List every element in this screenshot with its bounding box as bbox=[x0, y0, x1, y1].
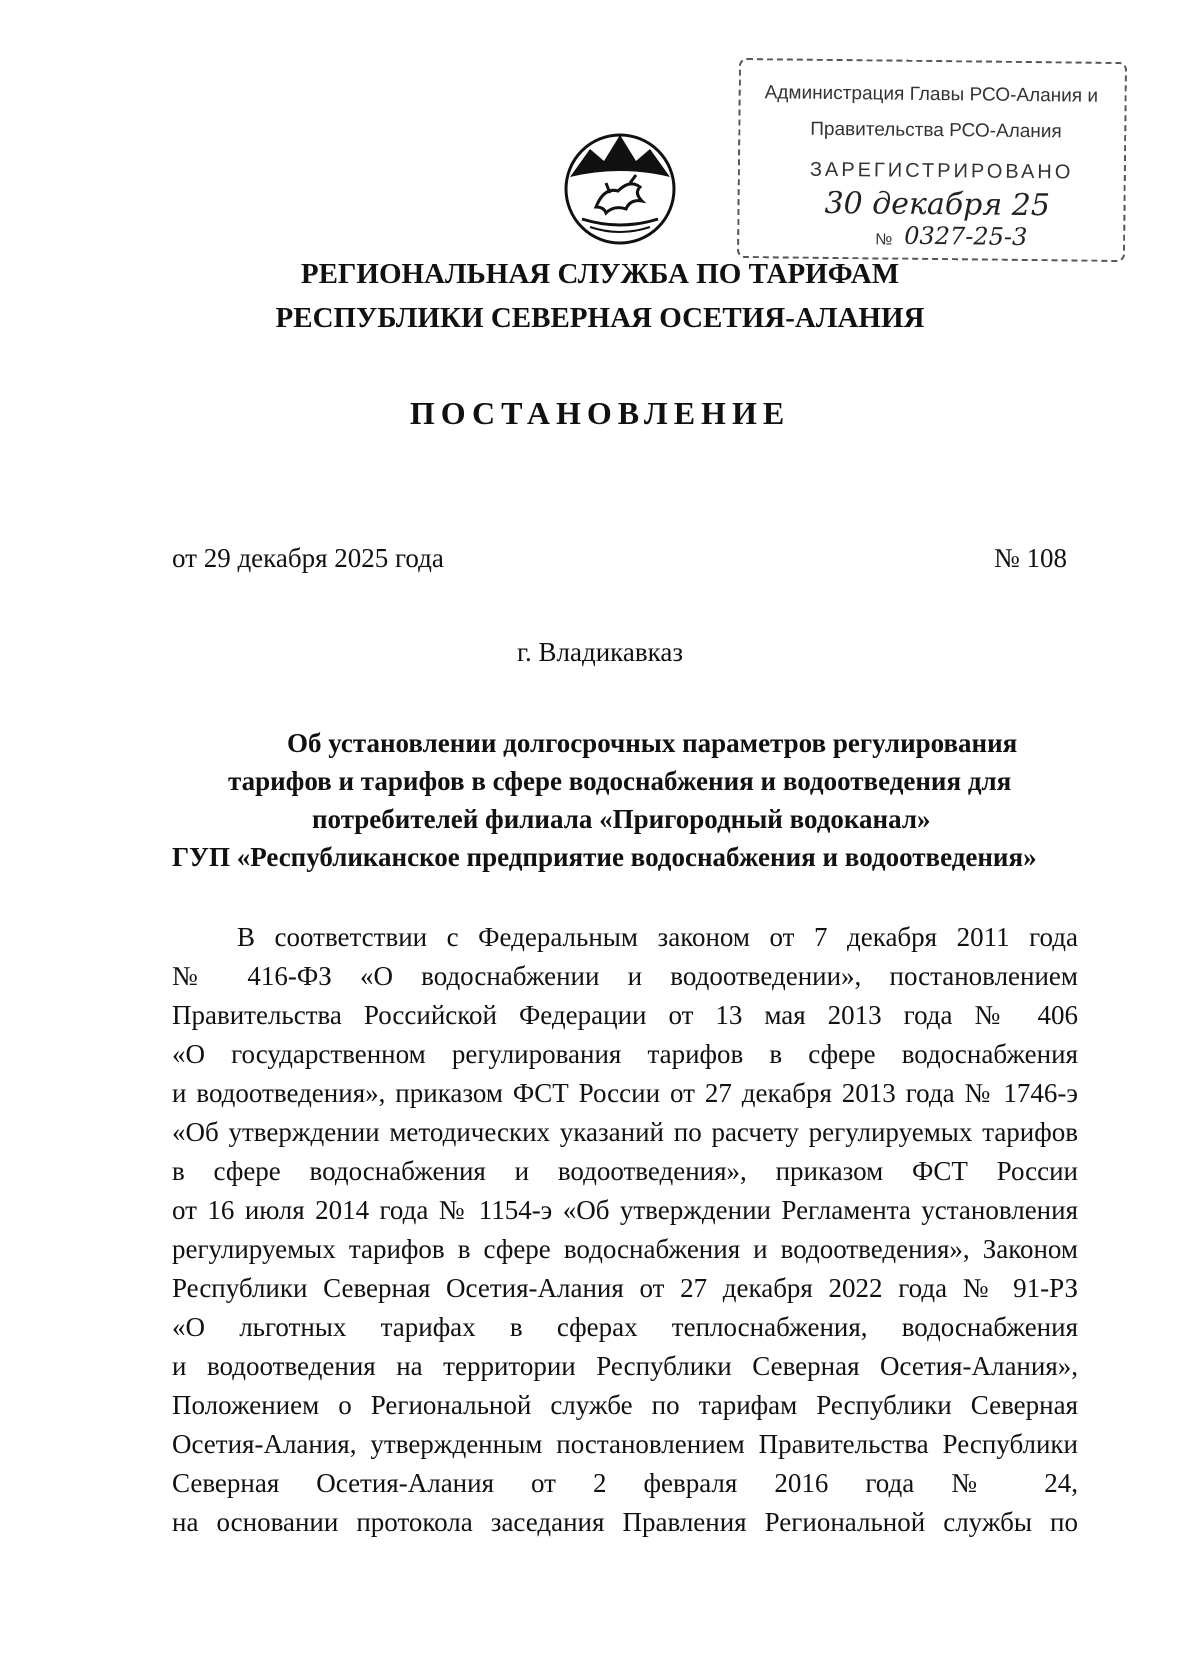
body-line: в сфере водоснабжения и водоотведения», приказом ФСТ России bbox=[172, 1156, 1078, 1186]
body-line: от 16 июля 2014 года № 1154-э «Об утверждении Регламента установления bbox=[172, 1195, 1078, 1225]
body-line: В соответствии с Федеральным законом от 7 декабря 2011 года bbox=[237, 922, 1078, 952]
body-line: Положением о Региональной службе по тарифам Республики Северная bbox=[172, 1390, 1078, 1420]
stamp-line-2: Правительства РСО-Алания bbox=[810, 118, 1062, 143]
body-line: Правительства Российской Федерации от 13 мая 2013 года № 406 bbox=[172, 1000, 1078, 1030]
body-line: на основании протокола заседания Правления Региональной службы по bbox=[172, 1507, 1078, 1537]
title-line: Об установлении долгосрочных параметров регулирования bbox=[287, 728, 1018, 758]
body-line: Республики Северная Осетия-Алания от 27 декабря 2022 года № 91-РЗ bbox=[172, 1273, 1078, 1303]
stamp-number-label: № bbox=[875, 231, 893, 249]
body-line: № 416-ФЗ «О водоснабжении и водоотведении», постановлением bbox=[172, 961, 1078, 991]
org-name-line-1: РЕГИОНАЛЬНАЯ СЛУЖБА ПО ТАРИФАМ bbox=[300, 258, 900, 290]
org-name-line-2: РЕСПУБЛИКИ СЕВЕРНАЯ ОСЕТИЯ-АЛАНИЯ bbox=[275, 302, 925, 334]
body-line: Осетия-Алания, утвержденным постановлением Правительства Республики bbox=[172, 1429, 1078, 1459]
stamp-handwritten-date: 30 декабря 25 bbox=[824, 185, 1051, 224]
coat-of-arms-icon bbox=[560, 127, 680, 247]
document-date: от 29 декабря 2025 года bbox=[172, 543, 444, 573]
stamp-handwritten-number: 0327-25-3 bbox=[904, 221, 1028, 252]
stamp-line-1: Администрация Главы РСО-Алания и bbox=[764, 82, 1099, 107]
body-line: регулируемых тарифов в сфере водоснабжения и водоотведения», Законом bbox=[172, 1234, 1078, 1264]
body-line: Северная Осетия-Алания от 2 февраля 2016 года № 24, bbox=[172, 1468, 1078, 1498]
body-line: «Об утверждении методических указаний по расчету регулируемых тарифов bbox=[172, 1117, 1078, 1147]
document-city: г. Владикавказ bbox=[517, 637, 683, 667]
body-line: «О государственном регулирования тарифов в сфере водоснабжения bbox=[172, 1039, 1078, 1069]
body-line: «О льготных тарифах в сферах теплоснабжения, водоснабжения bbox=[172, 1312, 1078, 1342]
title-line: потребителей филиала «Пригородный водоканал» bbox=[312, 804, 931, 834]
title-line: ГУП «Республиканское предприятие водоснабжения и водоотведения» bbox=[172, 842, 1037, 872]
document-type: ПОСТАНОВЛЕНИЕ bbox=[409, 395, 791, 431]
body-line: и водоотведения на территории Республики Северная Осетия-Алания», bbox=[172, 1351, 1078, 1381]
body-line: и водоотведения», приказом ФСТ России от 27 декабря 2013 года № 1746-э bbox=[172, 1078, 1078, 1108]
title-line: тарифов и тарифов в сфере водоснабжения и водоотведения для bbox=[228, 766, 1012, 796]
registration-stamp bbox=[737, 58, 1127, 262]
document-number: № 108 bbox=[993, 543, 1067, 573]
stamp-registered: ЗАРЕГИСТРИРОВАНО bbox=[809, 158, 1074, 184]
